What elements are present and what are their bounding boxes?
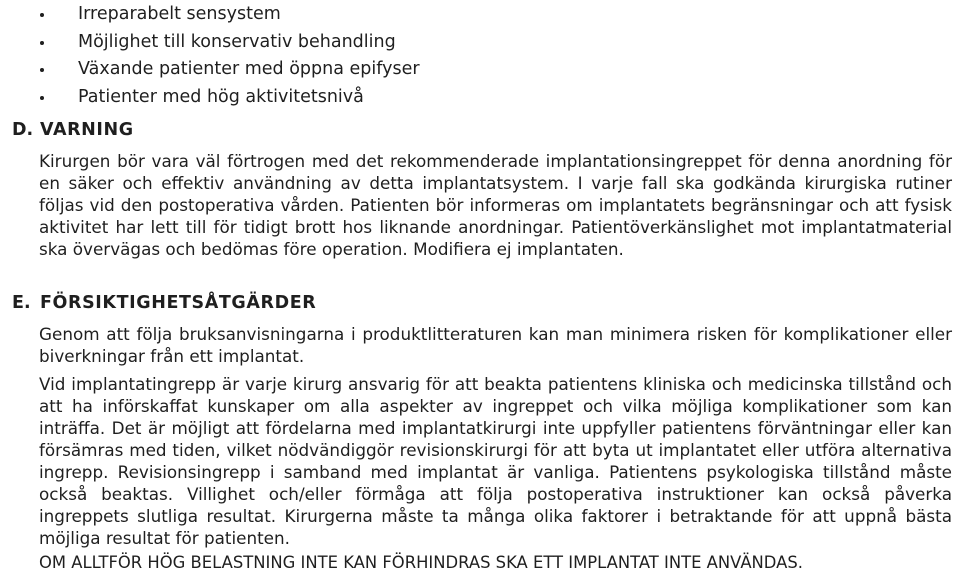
load-warning-text: OM ALLTFÖR HÖG BELASTNING INTE KAN FÖRHINDRAS SKA ETT IMPLANTAT INTE ANVÄNDAS. bbox=[39, 553, 803, 572]
warning-paragraph: Kirurgen bör vara väl förtrogen med det rekommenderade implantationsingreppet för denna anordning för en säker och effektiv användning av detta implantatsystem. I varje fall ska godkända kirurgiska rutiner följas vid den postoperativa vården. Patienten bör informeras om implantatets begränsningar och att fysisk aktivitet har lett till för tidigt brott hos liknande anordningar. Patientöverkänslighet mot implantatmaterial ska övervägas och bedömas före operation. Modifiera ej implantaten. bbox=[39, 151, 952, 259]
list-item bbox=[34, 29, 420, 57]
precaution-paragraph-1: Genom att följa bruksanvisningarna i produktlitteraturen kan man minimera risken för komplikationer eller biverkningar från ett implantat. bbox=[39, 324, 952, 366]
section-heading-forsiktighetsatgarder bbox=[12, 292, 316, 314]
section-heading-varning bbox=[12, 119, 134, 141]
section-letter: E. bbox=[12, 293, 31, 313]
precaution-paragraph-2: Vid implantatingrepp är varje kirurg ansvarig för att beakta patientens kliniska och medicinska tillstånd och att ha införskaffat kunskaper om alla aspekter av ingreppet och vilka möjliga komplikationer som kan inträffa. Det är möjligt att fördelarna med implantatkirurgi inte uppfyller patientens förväntningar eller kan försämras med tiden, vilket nödvändiggör revisionskirurgi för att byta ut implantatet eller utföra alternativa ingrepp. Revisionsingrepp i samband med implantat är vanliga. Patientens psykologiska tillstånd måste också beaktas. Villighet och/eller förmåga att följa postoperativa instruktioner kan också påverka ingreppets slutliga resultat. Kirurgerna måste ta många olika faktorer i betraktande för att uppnå bästa möjliga resultat för patienten. bbox=[39, 374, 952, 548]
list-item-text: Irreparabelt sensystem bbox=[78, 4, 281, 24]
list-item bbox=[34, 56, 420, 84]
list-item bbox=[34, 1, 420, 29]
bullet-icon bbox=[40, 96, 44, 100]
section-title: FÖRSIKTIGHETSÅTGÄRDER bbox=[40, 293, 317, 313]
list-item-text: Möjlighet till konservativ behandling bbox=[78, 31, 396, 52]
list-item-text: Patienter med hög aktivitetsnivå bbox=[78, 86, 364, 107]
section-letter: D. bbox=[12, 120, 34, 140]
bullet-icon bbox=[40, 41, 44, 45]
list-item bbox=[34, 84, 420, 112]
bullet-icon bbox=[40, 68, 44, 72]
section-title: VARNING bbox=[40, 120, 134, 140]
bullet-icon bbox=[40, 13, 44, 17]
list-item-text: Växande patienter med öppna epifyser bbox=[78, 59, 420, 79]
contraindication-list bbox=[34, 1, 420, 111]
